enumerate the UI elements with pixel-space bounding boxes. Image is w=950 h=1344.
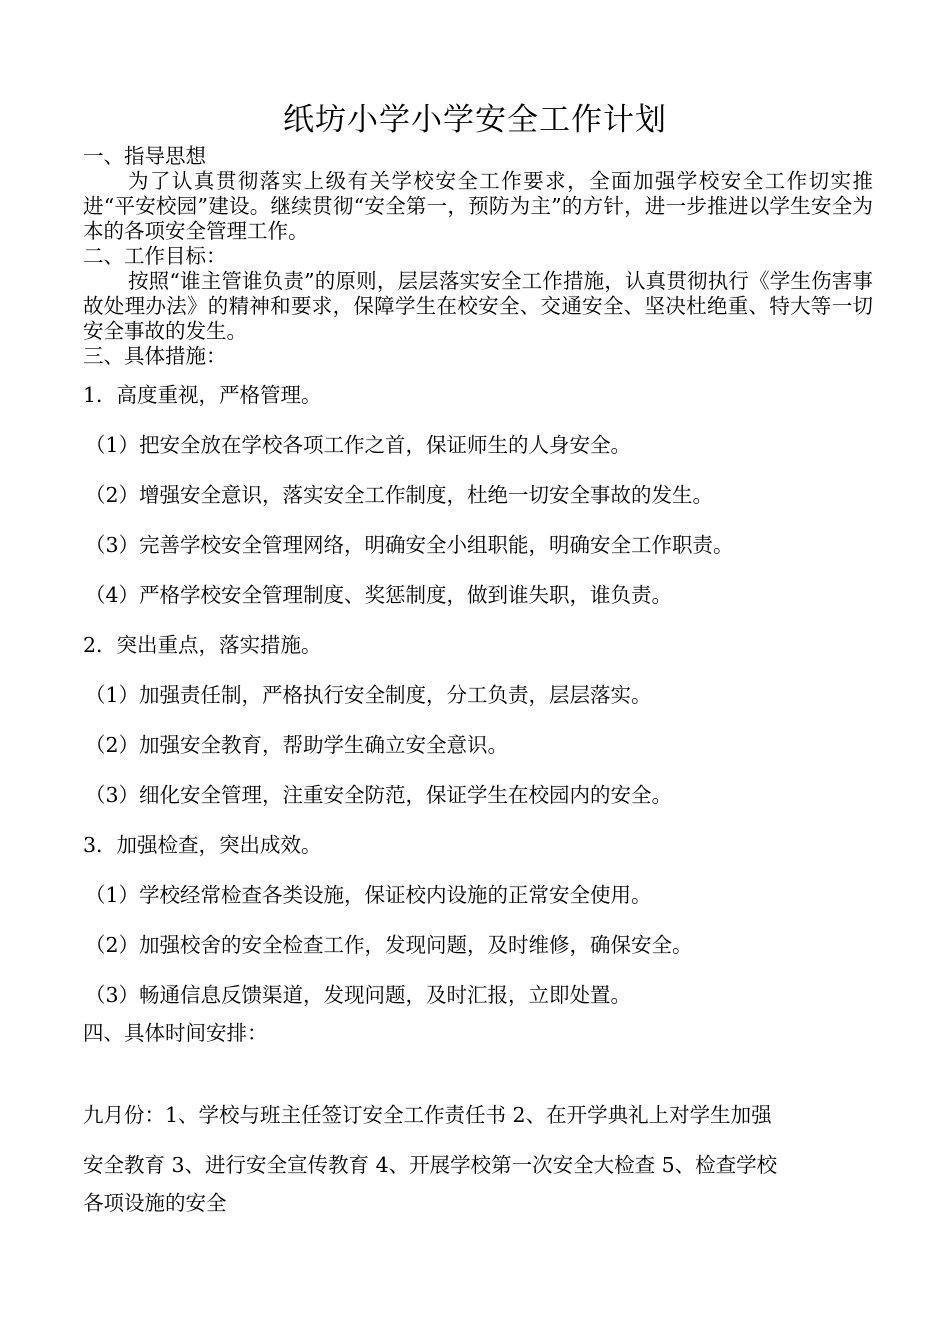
document-title: 纸坊小学小学安全工作计划 (283, 102, 667, 138)
measure-1-heading: 1．高度重视，严格管理。 (83, 383, 322, 407)
schedule-september-line-1: 九月份：1、学校与班主任签订安全工作责任书 2、在开学典礼上对学生加强 (83, 1103, 772, 1127)
measure-3-heading: 3．加强检查，突出成效。 (83, 833, 322, 857)
measure-2-item: （1）加强责任制，严格执行安全制度，分工负责，层层落实。 (85, 683, 652, 707)
measure-2-item: （3）细化安全管理，注重安全防范，保证学生在校园内的安全。 (85, 783, 673, 807)
measure-1-item: （2）增强安全意识，落实安全工作制度，杜绝一切安全事故的发生。 (85, 483, 714, 507)
measure-3-item: （3）畅通信息反馈渠道，发现问题，及时汇报，立即处置。 (85, 983, 632, 1007)
measure-1-item: （1）把安全放在学校各项工作之首，保证师生的人身安全。 (85, 433, 632, 457)
section-heading-schedule: 四、具体时间安排： (83, 1021, 268, 1045)
intro-block (83, 144, 873, 369)
schedule-september-line-2: 安全教育 3、进行安全宣传教育 4、开展学校第一次安全大检查 5、检查学校 (83, 1153, 778, 1177)
measure-1-item: （3）完善学校安全管理网络，明确安全小组职能，明确安全工作职责。 (85, 533, 734, 557)
schedule-september-line-3: 各项设施的安全 (83, 1191, 227, 1215)
measure-3-item: （1）学校经常检查各类设施，保证校内设施的正常安全使用。 (85, 883, 652, 907)
section-paragraph-work-goal: 按照“谁主管谁负责”的原则，层层落实安全工作措施，认真贯彻执行《学生伤害事故处理办法》的精神和要求，保障学生在校安全、交通安全、坚决杜绝重、特大等一切安全事故的发生。 (83, 269, 873, 343)
measure-1-item: （4）严格学校安全管理制度、奖惩制度，做到谁失职，谁负责。 (85, 583, 673, 607)
measure-3-item: （2）加强校舍的安全检查工作，发现问题，及时维修，确保安全。 (85, 933, 693, 957)
section-heading-work-goal: 二、工作目标： (83, 244, 227, 268)
measure-2-item: （2）加强安全教育，帮助学生确立安全意识。 (85, 733, 509, 757)
section-paragraph-guiding-thought: 为了认真贯彻落实上级有关学校安全工作要求，全面加强学校安全工作切实推进“平安校园”建设。继续贯彻“安全第一，预防为主”的方针，进一步推进以学生安全为本的各项安全管理工作。 (83, 169, 873, 243)
section-heading-guiding-thought: 一、指导思想 (83, 144, 206, 168)
measure-2-heading: 2．突出重点，落实措施。 (83, 633, 322, 657)
section-heading-measures: 三、具体措施： (83, 344, 227, 368)
